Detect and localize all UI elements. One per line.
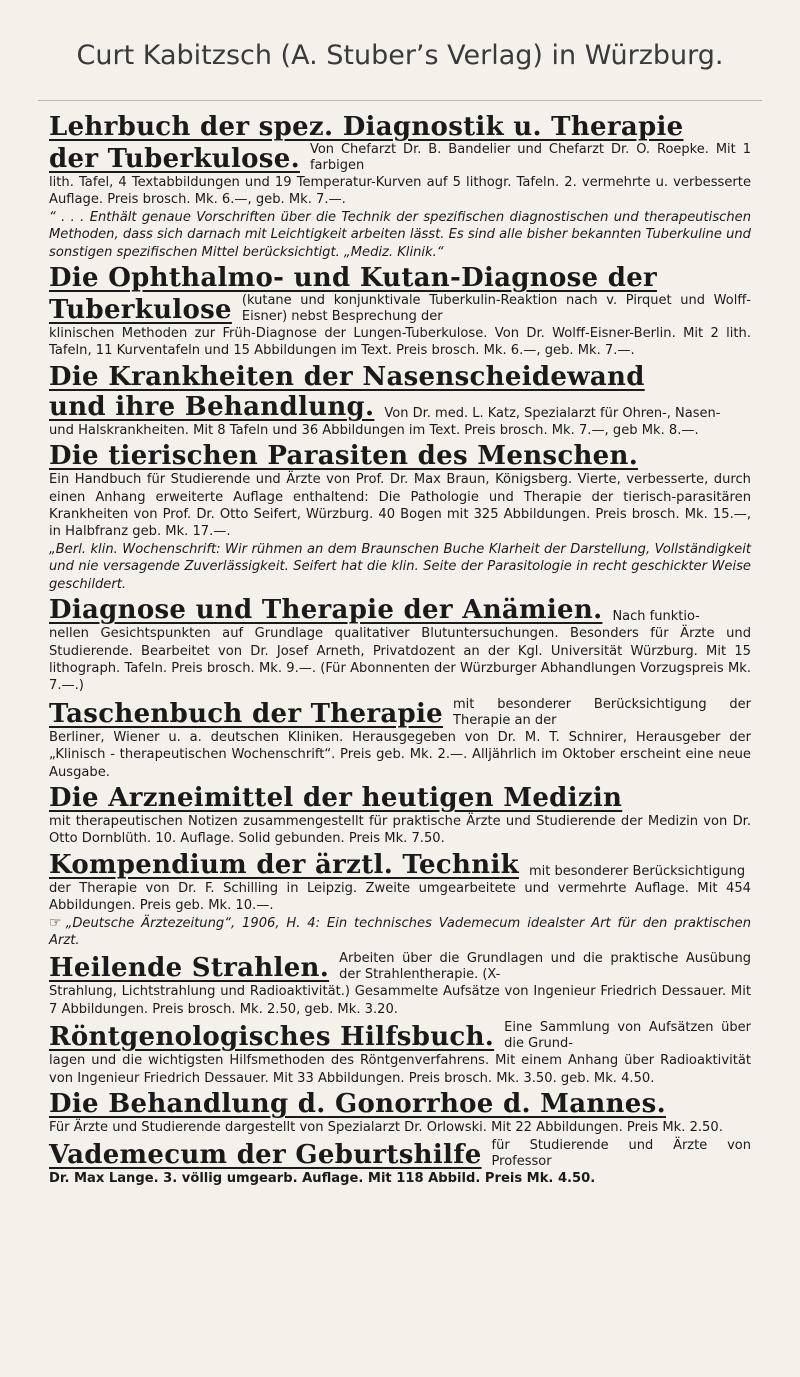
book-title: Die Krankheiten der Nasenscheidewand (49, 361, 645, 392)
book-title: Heilende Strahlen. (49, 953, 330, 984)
book-subtitle: Eine Sammlung von Aufsätzen über die Grund- (504, 1020, 751, 1052)
book-description: mit therapeutischen Notizen zusammengestellt für praktische Ärzte und Studierende der Medizin von Dr. Otto Dornblüth. 10. Auflage. Solid gebunden. Preis Mk. 7.50. (49, 813, 751, 847)
book-description: Für Ärzte und Studierende dargestellt von Spezialarzt Dr. Orlowski. Mit 22 Abbildungen. Preis Mk. 2.50. (49, 1120, 723, 1135)
book-title: Die Behandlung d. Gonorrhoe d. Mannes. (49, 1089, 666, 1119)
book-subtitle: für Studierende und Ärzte von Professor (491, 1138, 751, 1170)
book-description: der Therapie von Dr. F. Schilling in Leipzig. Zweite umgearbeitete und vermehrte Auflage. Mit 454 Abbildungen. Preis geb. Mk. 10.—. (49, 880, 751, 914)
book-entry (49, 1020, 751, 1087)
book-entry (49, 112, 751, 261)
book-title-cont: der Tuberkulose. (49, 144, 300, 174)
book-description: und Halskrankheiten. Mit 8 Tafeln und 36 Abbildungen im Text. Preis brosch. Mk. 7.—, geb Mk. 8.—. (49, 422, 699, 438)
book-description: lagen und die wichtigsten Hilfsmethoden des Röntgenverfahrens. Mit einem Anhang über Radioaktivität von Ingenieur Friedrich Dessauer. Mit 33 Abbildungen. Preis brosch. Mk. 3.50. geb. Mk. 4.50. (49, 1053, 751, 1086)
book-review-quote (49, 915, 751, 950)
book-description: Dr. Max Lange. 3. völlig umgearb. Auflage. Mit 118 Abbild. Preis Mk. 4.50. (49, 1171, 596, 1187)
book-title-cont: Tuberkulose (49, 295, 232, 326)
book-review-quote: “ . . . Enthält genaue Vorschriften über die Technik der spezifischen diagnostischen und therapeutischen Methoden, dass sich darnach mit Leichtigkeit arbeiten lässt. Es sind alle bisher bekannten Tuberkuline und sonstigen spezifischen Mittel berücksichtigt. „Mediz. Klinik.“ (49, 209, 751, 260)
book-title: Lehrbuch der spez. Diagnostik u. Therapie (49, 112, 684, 142)
book-list (49, 112, 751, 1190)
book-author: Von Dr. med. L. Katz, Spezialarzt für Ohren-, Nasen- (384, 405, 721, 421)
book-title: Vademecum der Geburtshilfe (49, 1140, 482, 1171)
book-title: Die tierischen Parasiten des Menschen. (49, 441, 639, 472)
book-entry (49, 951, 751, 1018)
book-entry (49, 441, 751, 593)
book-review-quote: „Berl. klin. Wochenschrift: Wir rühmen an dem Braunschen Buche Klarheit der Darstellung, Vollständigkeit und nie versagende Zuverlässigkeit. Seifert hat die klin. Seite der Parasitologie in recht geschickter Weise geschildert. (49, 541, 751, 592)
pointing-hand-icon: ☞ (49, 914, 62, 931)
book-title: Die Arzneimittel der heutigen Medizin (49, 782, 623, 813)
book-title: Kompendium der ärztl. Technik (49, 849, 519, 880)
book-title-cont: und ihre Behandlung. (49, 391, 375, 422)
book-subtitle: (kutane und konjunktivale Tuberkulin-Reaktion nach v. Pirquet und Wolff-Eisner) nebst Besprechung der (241, 293, 751, 325)
book-title: Taschenbuch der Therapie (49, 698, 444, 729)
book-description: Ein Handbuch für Studierende und Ärzte von Prof. Dr. Max Braun, Königsberg. Vierte, verbesserte, durch einen Anhang erweiterte Auflage enthaltend: Die Pathologie und Therapie der tierisch-parasitären Krankheiten von Prof. Dr. Otto Seifert, Würzburg. 40 Bogen mit 325 Abbildungen. Preis brosch. Mk. 15.—, in Halbfranz geb. Mk. 17.—. (49, 472, 751, 540)
book-entry (49, 1138, 751, 1187)
book-description: Strahlung, Lichtstrahlung und Radioaktivität.) Gesammelte Aufsätze von Ingenieur Friedrich Dessauer. Mit 7 Abbildungen. Preis brosch. Mk. 2.50, geb. Mk. 3.20. (49, 984, 751, 1017)
book-description: lith. Tafel, 4 Textabbildungen und 19 Temperatur-Kurven auf 5 lithogr. Tafeln. 2. vermehrte u. verbesserte Auflage. Preis brosch. Mk. 6.—, geb. Mk. 7.—. (49, 175, 751, 208)
book-entry (49, 1089, 751, 1136)
book-title: Diagnose und Therapie der Anämien. (49, 595, 603, 626)
book-entry (49, 362, 751, 439)
publisher-header: Curt Kabitzsch (A. Stuber’s Verlag) in Würzburg. (76, 40, 724, 71)
book-entry (49, 263, 751, 360)
quote-text: „Deutsche Ärztezeitung“, 1906, H. 4: Ein technisches Vademecum idealster Art für den praktischen Arzt. (49, 915, 751, 948)
book-title: Röntgenologisches Hilfsbuch. (49, 1022, 495, 1053)
header-divider (38, 100, 762, 101)
book-subtitle: mit besonderer Berücksichtigung der Therapie an der (453, 696, 751, 728)
book-subtitle: Nach funktio- (612, 609, 700, 625)
book-entry (49, 850, 751, 950)
book-entry (49, 697, 751, 781)
book-description: nellen Gesichtspunkten auf Grundlage qualitativer Blutuntersuchungen. Besonders für Ärzte und Studierende. Bearbeitet von Dr. Josef Arneth, Privatdozent an der Kgl. Universität Würzburg. Mit 15 lithograph. Tafeln. Preis brosch. Mk. 9.—. (Für Abonnenten der Würzburger Abhandlungen Vorzugspreis Mk. 7.—.) (49, 626, 751, 694)
book-description: Berliner, Wiener u. a. deutschen Kliniken. Herausgegeben von Dr. M. T. Schnirer, Herausgeber der „Klinisch - therapeutischen Wochenschrift“. Preis geb. Mk. 2.—. Alljährlich im Oktober erscheint eine neue Ausgabe. (49, 729, 751, 780)
book-title: Die Ophthalmo- und Kutan-Diagnose der (49, 263, 658, 294)
book-entry (49, 595, 751, 695)
book-entry (49, 783, 751, 848)
book-subtitle: mit besonderer Berücksichtigung (528, 863, 746, 879)
book-description: klinischen Methoden zur Früh-Diagnose der Lungen-Tuberkulose. Von Dr. Wolff-Eisner-Berlin. Mit 2 lith. Tafeln, 11 Kurventafeln und 15 Abbildungen im Text. Preis brosch. Mk. 6.—, geb. Mk. 7.—. (49, 326, 751, 359)
book-author: Von Chefarzt Dr. B. Bandelier und Chefarzt Dr. O. Roepke. Mit 1 farbigen (309, 142, 751, 173)
book-subtitle: Arbeiten über die Grundlagen und die praktische Ausübung der Strahlentherapie. (X- (339, 951, 751, 983)
